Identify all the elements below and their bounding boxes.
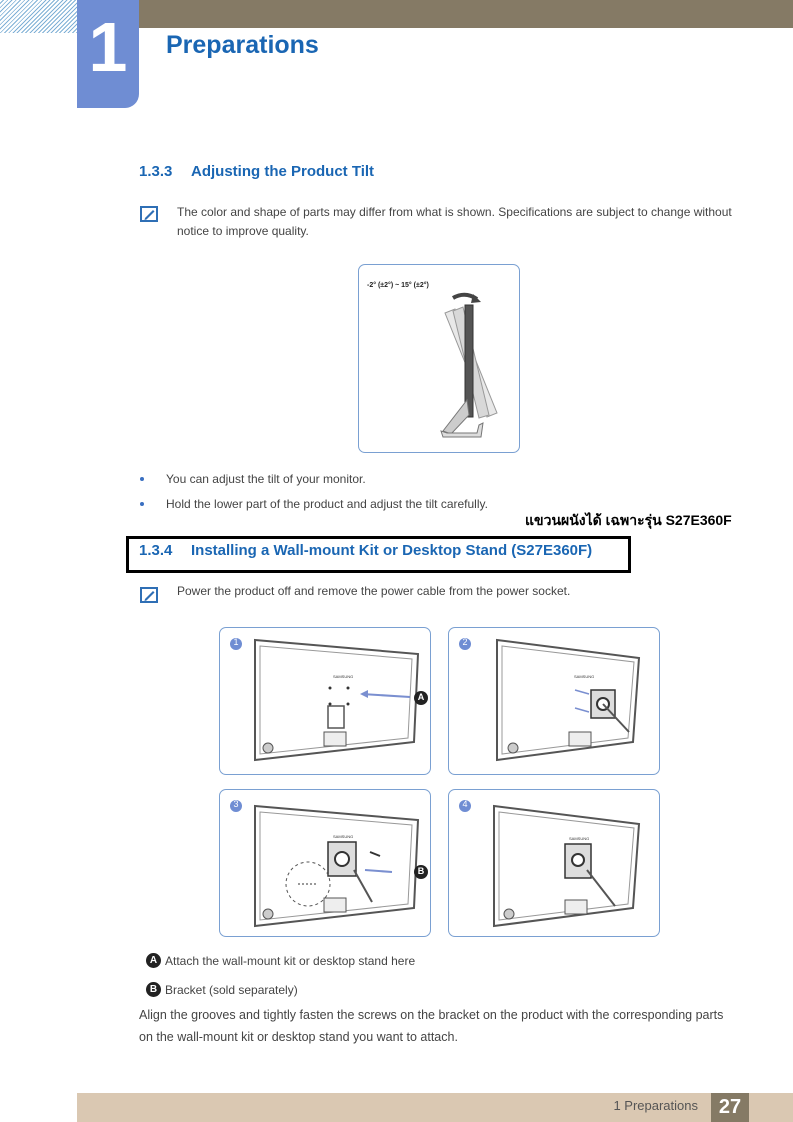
step-number: 3 bbox=[233, 799, 239, 809]
bullet-text: You can adjust the tilt of your monitor. bbox=[166, 472, 366, 486]
tilt-illustration bbox=[359, 265, 519, 452]
legend-text: Bracket (sold separately) bbox=[165, 982, 298, 997]
legend-marker-b: B bbox=[146, 982, 161, 997]
brand-label: SAMSUNG bbox=[569, 836, 590, 841]
brand-label: SAMSUNG bbox=[333, 834, 354, 839]
step-number: 1 bbox=[233, 637, 239, 647]
tilt-range-label: -2° (±2°) ~ 15° (±2°) bbox=[367, 282, 429, 289]
bullet-dot bbox=[140, 502, 144, 506]
brand-label: SAMSUNG bbox=[333, 674, 354, 679]
step-3-illustration bbox=[220, 790, 430, 936]
legend-marker-a: A bbox=[146, 953, 161, 968]
legend-text: Attach the wall-mount kit or desktop stand here bbox=[165, 953, 416, 968]
section-133-note: The color and shape of parts may differ from what is shown. Specifications are subject to change without notice to improve quality. bbox=[177, 205, 732, 238]
section-134-title: Installing a Wall-mount Kit or Desktop Stand (S27E360F) bbox=[191, 542, 593, 559]
brand-label: SAMSUNG bbox=[574, 674, 595, 679]
step-3-figure bbox=[219, 789, 431, 937]
callout-b-letter: B bbox=[417, 866, 425, 876]
thai-annotation: แขวนผนังได้ เฉพาะรุ่น S27E360F bbox=[525, 512, 732, 528]
bullet-item bbox=[140, 497, 488, 511]
instruction-paragraph: Align the grooves and tightly fasten the screws on the bracket on the product with the corresponding parts on the wall-mount kit or desktop stand you want to attach. bbox=[139, 1008, 724, 1044]
section-134-heading bbox=[139, 542, 592, 559]
step-4-illustration bbox=[449, 790, 659, 936]
legend-item-b bbox=[146, 982, 298, 997]
step-1-illustration bbox=[220, 628, 430, 774]
header-hatch-decoration bbox=[0, 0, 77, 33]
monitor-panel bbox=[465, 305, 473, 417]
step-2-illustration bbox=[449, 628, 659, 774]
section-133-number: 1.3.3 bbox=[139, 163, 173, 180]
section-133-heading bbox=[139, 163, 374, 180]
note-icon bbox=[139, 586, 159, 604]
section-134-note: Power the product off and remove the power cable from the power socket. bbox=[177, 584, 571, 598]
stand-neck bbox=[443, 400, 469, 434]
step-1-figure bbox=[219, 627, 431, 775]
step-4-figure bbox=[448, 789, 660, 937]
legend-item-a bbox=[146, 953, 415, 968]
monitor-back bbox=[497, 640, 639, 760]
chapter-number: 1 bbox=[88, 8, 128, 86]
callout-a-letter: A bbox=[417, 692, 425, 702]
step-number: 4 bbox=[462, 799, 468, 809]
step-2-figure bbox=[448, 627, 660, 775]
step-number: 2 bbox=[462, 637, 468, 647]
bullet-dot bbox=[140, 477, 144, 481]
header-bar bbox=[77, 0, 793, 28]
section-133-title: Adjusting the Product Tilt bbox=[191, 163, 375, 180]
section-134-number: 1.3.4 bbox=[139, 542, 173, 559]
page-number: 27 bbox=[711, 1093, 749, 1122]
chapter-title: Preparations bbox=[166, 31, 319, 59]
bullet-item bbox=[140, 472, 366, 486]
tilt-figure bbox=[358, 264, 520, 453]
footer-chapter-label: 1 Preparations bbox=[613, 1098, 698, 1113]
bullet-text: Hold the lower part of the product and adjust the tilt carefully. bbox=[166, 497, 488, 511]
note-icon bbox=[139, 205, 159, 223]
